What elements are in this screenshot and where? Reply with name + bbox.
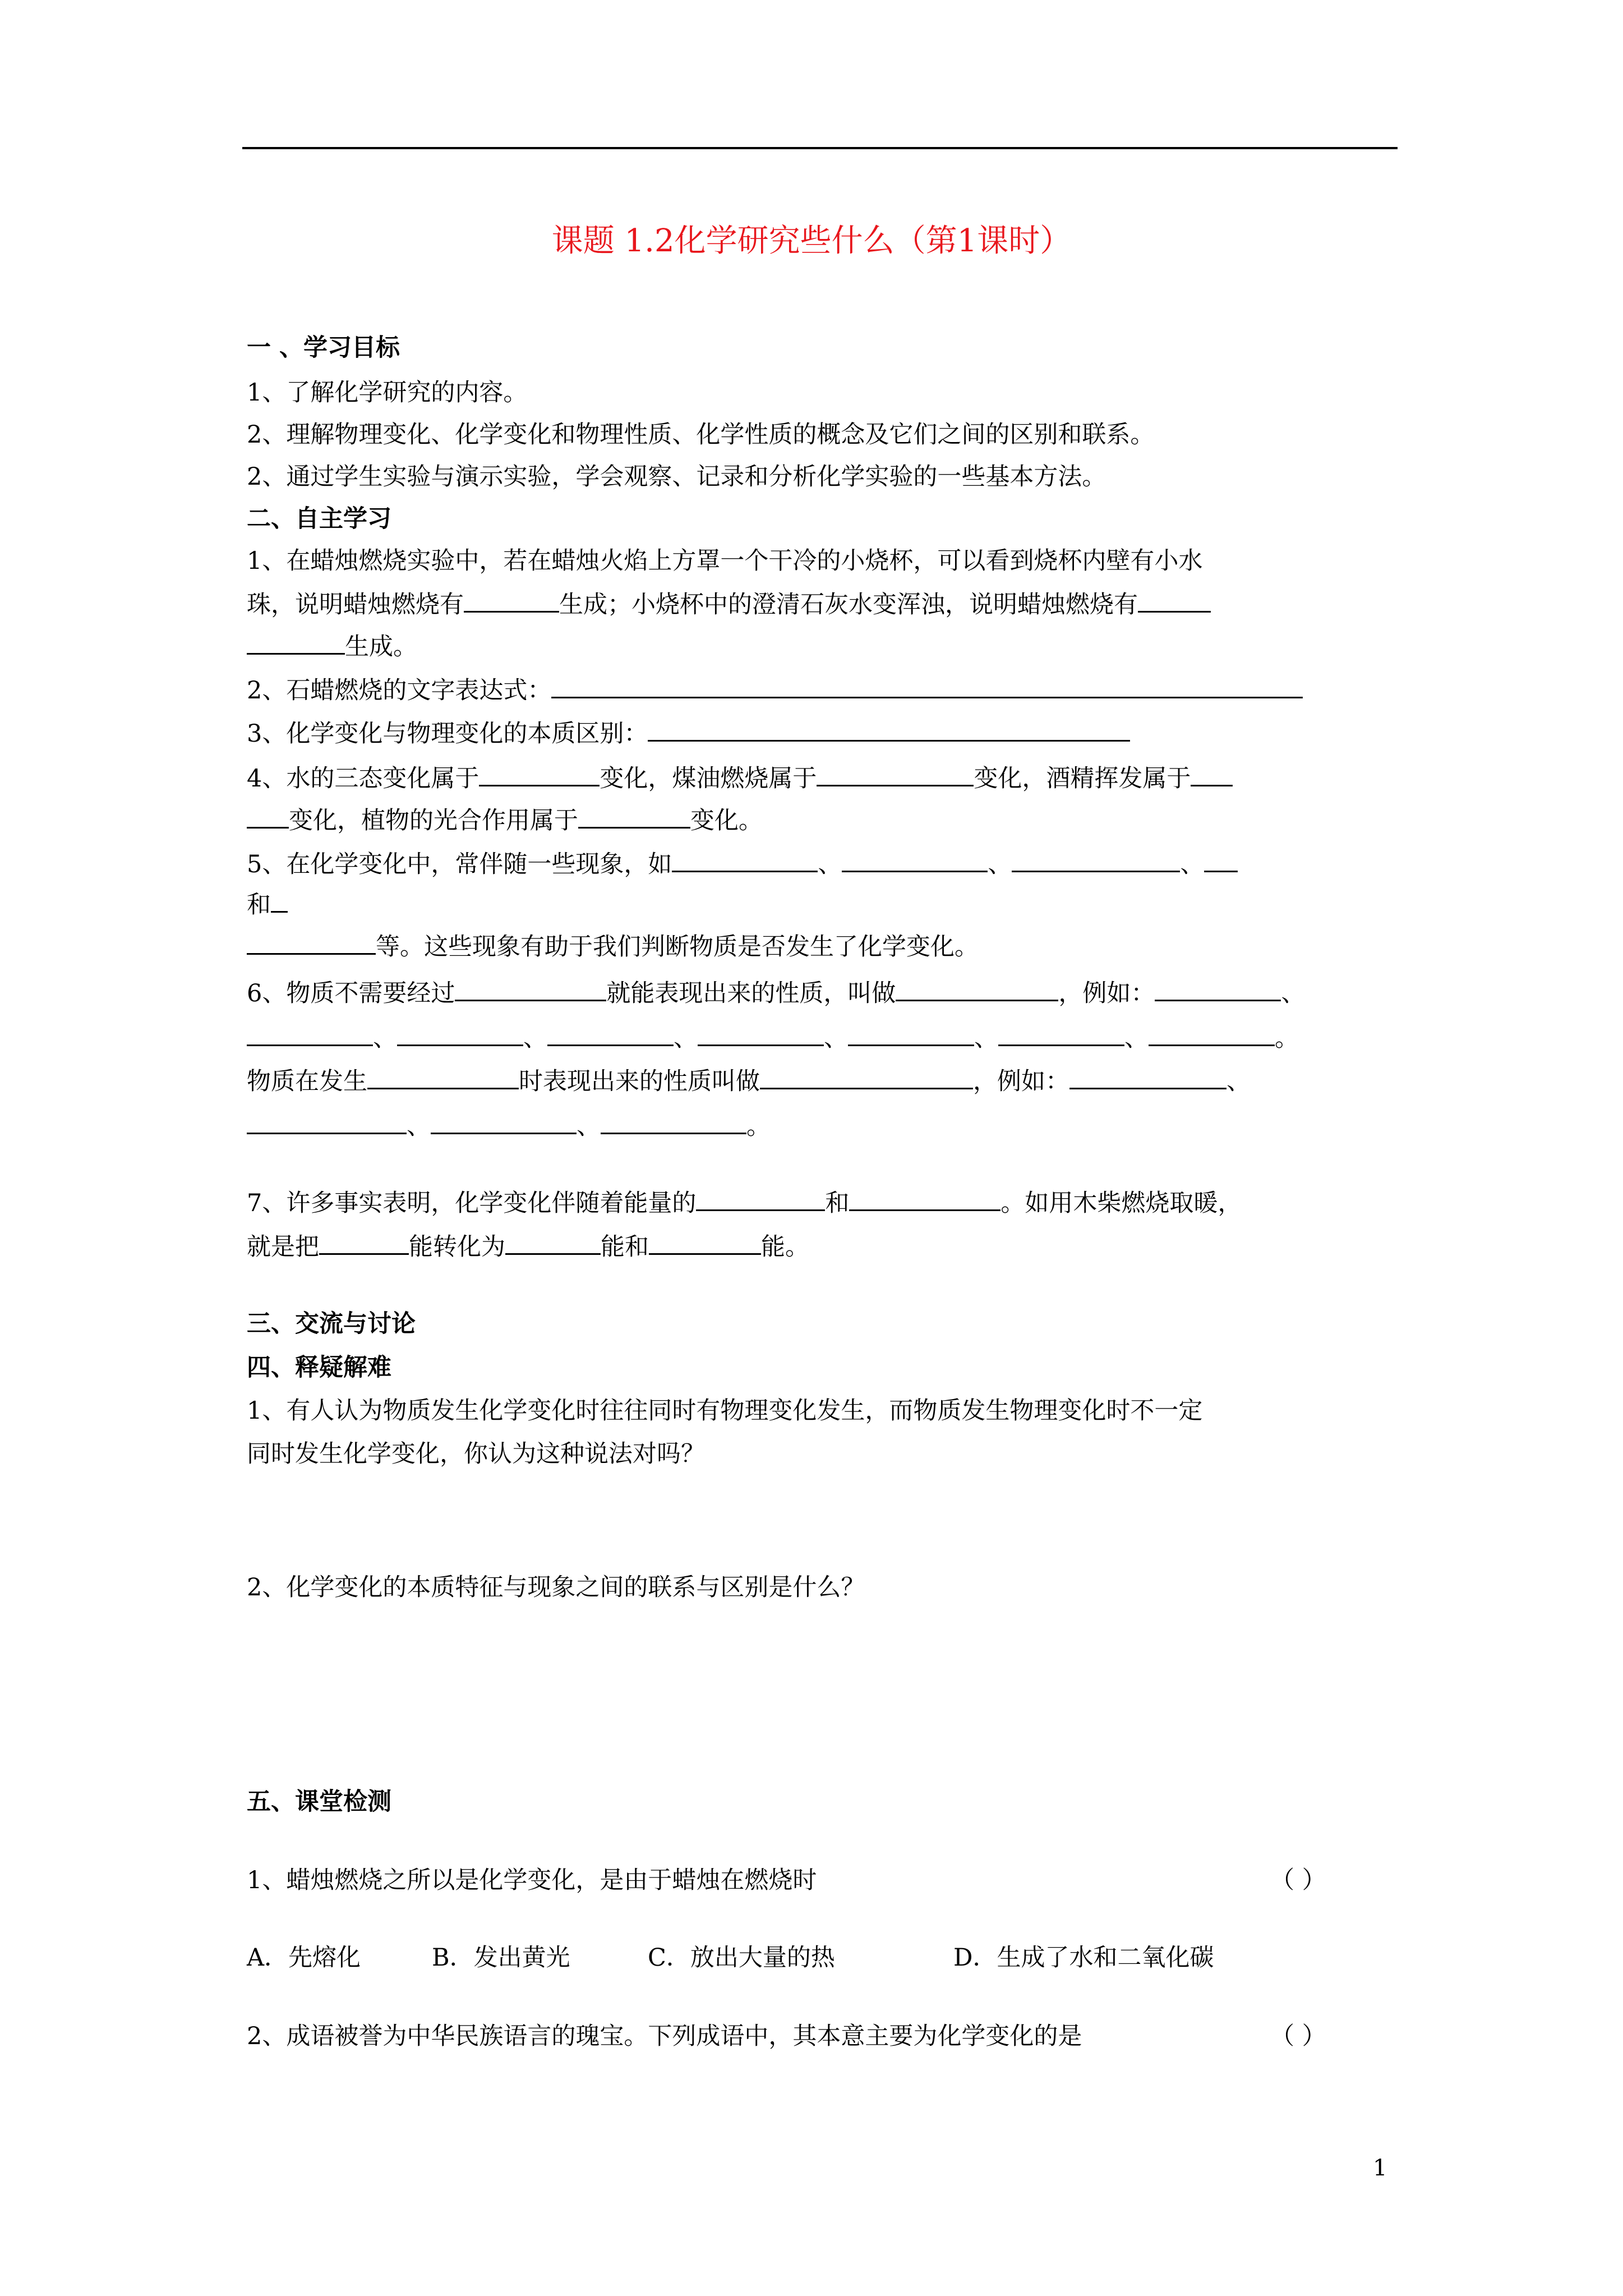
q7-line-a [247, 1185, 1242, 1220]
separator: 、 [1281, 979, 1306, 1007]
answer-blank[interactable] [648, 715, 1130, 742]
answer-blank[interactable] [1204, 846, 1238, 872]
q5-text-c: 等。这些现象有助于我们判断物质是否发生了化学变化。 [376, 933, 979, 961]
answer-blank[interactable] [547, 1020, 674, 1046]
q7-text-a1: 7、许多事实表明，化学变化伴随着能量的 [247, 1189, 697, 1217]
separator: 、 [577, 1112, 601, 1140]
answer-blank[interactable] [760, 1063, 973, 1089]
answer-blank[interactable] [998, 1020, 1124, 1046]
separator: 、 [818, 850, 842, 878]
separator: 、 [988, 850, 1012, 878]
q3-line [247, 715, 1130, 751]
q6-line-b [247, 1020, 1299, 1055]
answer-blank[interactable] [848, 1020, 974, 1046]
answer-blank[interactable] [455, 975, 606, 1001]
answer-blank[interactable] [1191, 760, 1233, 786]
answer-blank[interactable] [464, 586, 559, 613]
answer-blank[interactable] [696, 1185, 825, 1211]
option-b: B．发出黄光 [432, 1944, 570, 1972]
answer-blank[interactable] [817, 760, 974, 786]
header-rule [242, 147, 1398, 149]
s5-q2-line: 2、成语被誉为中华民族语言的瑰宝。下列成语中，其本意主要为化学变化的是 [247, 2022, 1082, 2050]
q7-text-a2: 和 [825, 1189, 850, 1217]
period: 。 [1275, 1024, 1299, 1052]
answer-blank[interactable] [698, 1020, 824, 1046]
q7-text-a3: 。如用木柴燃烧取暖， [1000, 1189, 1242, 1217]
answer-blank[interactable] [247, 628, 345, 655]
separator: 、 [824, 1024, 848, 1052]
q4-text-a3: 变化，酒精挥发属于 [974, 765, 1191, 793]
answer-blank[interactable] [1012, 846, 1180, 872]
q5-text-he: 和 [247, 891, 271, 919]
answer-blank[interactable] [319, 1228, 409, 1255]
answer-blank[interactable] [1138, 586, 1211, 613]
separator: 、 [523, 1024, 547, 1052]
q1-line-a: 1、在蜡烛燃烧实验中，若在蜡烛火焰上方罩一个干冷的小烧杯，可以看到烧杯内壁有小水 [247, 547, 1203, 575]
answer-paren[interactable]: （ ） [1270, 1866, 1326, 1894]
answer-blank[interactable] [397, 1020, 523, 1046]
page-number: 1 [1373, 2155, 1387, 2181]
option-d: D．生成了水和二氧化碳 [953, 1944, 1214, 1972]
q7-text-b4: 能。 [761, 1233, 809, 1261]
q2-text: 2、石蜡燃烧的文字表达式： [247, 677, 552, 705]
answer-blank[interactable] [367, 1063, 519, 1089]
separator: 、 [1180, 850, 1205, 878]
answer-blank[interactable] [247, 1020, 373, 1046]
q4-text-b2: 变化。 [690, 807, 763, 835]
answer-blank[interactable] [601, 1108, 746, 1134]
period: 。 [746, 1112, 771, 1140]
q1-text-b1: 珠，说明蜡烛燃烧有 [247, 591, 464, 619]
option-a: A．先熔化 [247, 1944, 361, 1972]
s5-q1-line: 1、蜡烛燃烧之所以是化学变化，是由于蜡烛在燃烧时 [247, 1866, 817, 1894]
separator: 、 [407, 1112, 431, 1140]
q1-text-b2: 生成；小烧杯中的澄清石灰水变浑浊，说明蜡烛燃烧有 [559, 591, 1138, 619]
q4-line-b [247, 802, 763, 838]
answer-blank[interactable] [247, 928, 376, 955]
q4-text-b1: 变化，植物的光合作用属于 [289, 807, 578, 835]
section-2-heading: 二、自主学习 [247, 505, 391, 533]
answer-blank[interactable] [896, 975, 1058, 1001]
section-5-heading: 五、课堂检测 [247, 1788, 391, 1816]
answer-blank[interactable] [649, 1228, 761, 1255]
answer-blank[interactable] [431, 1108, 577, 1134]
s4-q1-line-b: 同时发生化学变化，你认为这种说法对吗？ [247, 1440, 705, 1468]
q6-text-c2: 时表现出来的性质叫做 [519, 1068, 760, 1096]
s4-q2-line: 2、化学变化的本质特征与现象之间的联系与区别是什么？ [247, 1573, 865, 1602]
answer-blank[interactable] [247, 802, 289, 829]
separator: 、 [1124, 1024, 1149, 1052]
q6-text-a1: 6、物质不需要经过 [247, 979, 455, 1007]
section-3-heading: 三、交流与讨论 [247, 1310, 416, 1338]
q6-line-c [247, 1063, 1251, 1098]
s4-q1-line-a: 1、有人认为物质发生化学变化时往往同时有物理变化发生，而物质发生物理变化时不一定 [247, 1397, 1203, 1425]
q5-text-a: 5、在化学变化中，常伴随一些现象，如 [247, 850, 672, 878]
separator: 、 [974, 1024, 998, 1052]
q1-line-c [247, 628, 417, 664]
answer-blank[interactable] [505, 1228, 601, 1255]
section-4-heading: 四、释疑解难 [247, 1354, 391, 1382]
q4-text-a2: 变化，煤油燃烧属于 [600, 765, 817, 793]
answer-blank[interactable] [849, 1185, 1000, 1211]
answer-blank[interactable] [271, 886, 288, 913]
q7-text-b1: 就是把 [247, 1233, 319, 1261]
answer-blank[interactable] [578, 802, 690, 829]
answer-blank[interactable] [672, 846, 818, 872]
separator: 、 [1227, 1068, 1251, 1096]
q1-text-c: 生成。 [345, 633, 417, 661]
q4-text-a1: 4、水的三态变化属于 [247, 765, 479, 793]
page-title: 课题 1.2化学研究些什么（第1课时） [551, 223, 1072, 259]
objective-2: 2、理解物理变化、化学变化和物理性质、化学性质的概念及它们之间的区别和联系。 [247, 421, 1155, 449]
answer-blank[interactable] [842, 846, 988, 872]
answer-blank[interactable] [551, 672, 1303, 698]
q4-line-a [247, 760, 1233, 795]
q5-line-b [247, 886, 288, 922]
answer-blank[interactable] [1155, 975, 1281, 1001]
separator: 、 [373, 1024, 397, 1052]
option-c: C．放出大量的热 [648, 1944, 835, 1972]
q6-line-a [247, 975, 1305, 1010]
answer-blank[interactable] [479, 760, 600, 786]
q6-text-c1: 物质在发生 [247, 1068, 367, 1096]
objective-3: 2、通过学生实验与演示实验，学会观察、记录和分析化学实验的一些基本方法。 [247, 463, 1106, 491]
q7-line-b [247, 1228, 809, 1264]
answer-blank[interactable] [1149, 1020, 1275, 1046]
q5-line-c [247, 928, 979, 964]
answer-blank[interactable] [247, 1108, 407, 1134]
objective-1: 1、了解化学研究的内容。 [247, 379, 528, 407]
q6-text-a2: 就能表现出来的性质，叫做 [606, 979, 896, 1007]
q6-line-d [247, 1108, 771, 1143]
q3-text: 3、化学变化与物理变化的本质区别： [247, 720, 648, 748]
q7-text-b2: 能转化为 [409, 1233, 505, 1261]
q2-line [247, 672, 1303, 707]
q1-line-b [247, 586, 1211, 622]
q6-text-c3: ，例如： [973, 1068, 1069, 1096]
q5-line-a [247, 846, 1238, 881]
q6-text-a3: ，例如： [1058, 979, 1155, 1007]
section-1-heading: 一 、学习目标 [247, 334, 400, 362]
separator: 、 [674, 1024, 698, 1052]
answer-blank[interactable] [1069, 1063, 1227, 1089]
q7-text-b3: 能和 [601, 1233, 649, 1261]
answer-paren[interactable]: （ ） [1270, 2022, 1326, 2050]
